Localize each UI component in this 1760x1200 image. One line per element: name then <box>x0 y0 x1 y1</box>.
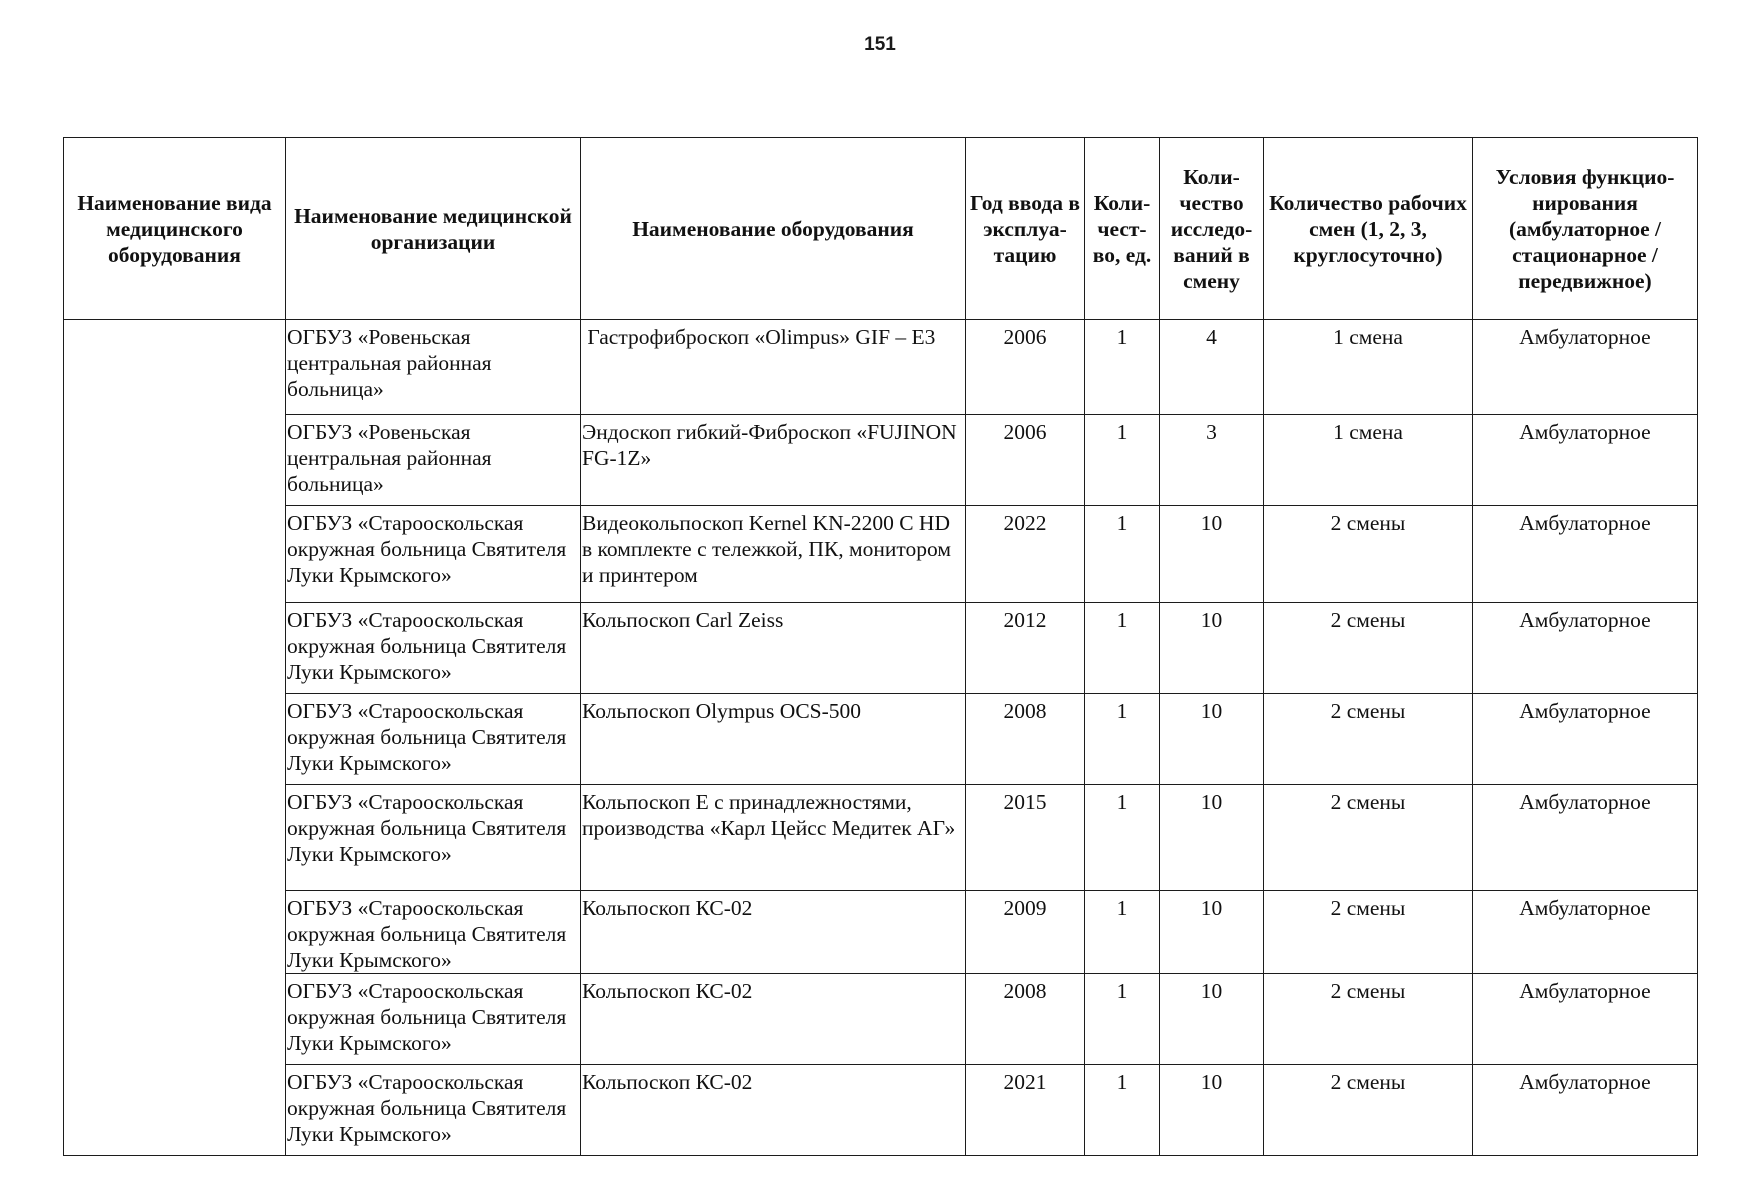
organization-cell: ОГБУЗ «Старооскольская окружная больница Святителя Луки Крымского» <box>286 1065 581 1156</box>
header-studies-per-shift: Коли-чество исследо-ваний в смену <box>1160 138 1264 320</box>
equipment-name-cell: Кольпоскоп Е с принадлежностями, производства «Карл Цейсс Медитек АГ» <box>581 785 966 891</box>
shifts-cell: 2 смены <box>1264 694 1473 785</box>
equipment-name-cell: Видеокольпоскоп Kernel KN-2200 C HD в комплекте с тележкой, ПК, монитором и принтером <box>581 506 966 603</box>
conditions-cell: Амбулаторное <box>1473 1065 1698 1156</box>
studies-cell: 10 <box>1160 891 1264 974</box>
studies-cell: 3 <box>1160 415 1264 506</box>
year-cell: 2009 <box>966 891 1085 974</box>
shifts-cell: 2 смены <box>1264 506 1473 603</box>
organization-cell: ОГБУЗ «Ровеньская центральная районная больница» <box>286 415 581 506</box>
studies-cell: 10 <box>1160 506 1264 603</box>
conditions-cell: Амбулаторное <box>1473 974 1698 1065</box>
conditions-cell: Амбулаторное <box>1473 891 1698 974</box>
studies-cell: 10 <box>1160 785 1264 891</box>
year-cell: 2015 <box>966 785 1085 891</box>
quantity-cell: 1 <box>1085 506 1160 603</box>
equipment-name-cell: Кольпоскоп КС-02 <box>581 974 966 1065</box>
equipment-name-cell: Кольпоскоп КС-02 <box>581 891 966 974</box>
organization-cell: ОГБУЗ «Ровеньская центральная районная больница» <box>286 320 581 415</box>
studies-cell: 10 <box>1160 694 1264 785</box>
table-header-row <box>64 138 1698 320</box>
conditions-cell: Амбулаторное <box>1473 506 1698 603</box>
quantity-cell: 1 <box>1085 320 1160 415</box>
equipment-name-cell: Гастрофиброскоп «Olimpus» GIF – E3 <box>581 320 966 415</box>
equipment-table <box>63 137 1698 1156</box>
organization-cell: ОГБУЗ «Старооскольская окружная больница Святителя Луки Крымского» <box>286 785 581 891</box>
table-row <box>64 320 1698 415</box>
year-cell: 2006 <box>966 320 1085 415</box>
shifts-cell: 2 смены <box>1264 603 1473 694</box>
year-cell: 2021 <box>966 1065 1085 1156</box>
shifts-cell: 2 смены <box>1264 974 1473 1065</box>
equipment-type-cell <box>64 320 286 1156</box>
quantity-cell: 1 <box>1085 785 1160 891</box>
page-number: 151 <box>864 34 896 55</box>
conditions-cell: Амбулаторное <box>1473 415 1698 506</box>
shifts-cell: 2 смены <box>1264 891 1473 974</box>
studies-cell: 10 <box>1160 974 1264 1065</box>
organization-cell: ОГБУЗ «Старооскольская окружная больница Святителя Луки Крымского» <box>286 694 581 785</box>
quantity-cell: 1 <box>1085 603 1160 694</box>
year-cell: 2012 <box>966 603 1085 694</box>
header-equipment-type: Наименование вида медицинского оборудования <box>64 138 286 320</box>
quantity-cell: 1 <box>1085 415 1160 506</box>
quantity-cell: 1 <box>1085 694 1160 785</box>
conditions-cell: Амбулаторное <box>1473 320 1698 415</box>
header-operating-conditions: Условия функцио-нирования (амбулаторное / стационарное / передвижное) <box>1473 138 1698 320</box>
header-commission-year: Год ввода в эксплуа-тацию <box>966 138 1085 320</box>
table-row <box>64 603 1698 694</box>
table-body <box>64 320 1698 1156</box>
table-row <box>64 891 1698 974</box>
year-cell: 2006 <box>966 415 1085 506</box>
header-quantity: Коли-чест-во, ед. <box>1085 138 1160 320</box>
quantity-cell: 1 <box>1085 974 1160 1065</box>
organization-cell: ОГБУЗ «Старооскольская окружная больница Святителя Луки Крымского» <box>286 506 581 603</box>
header-organization: Наименование медицинской организации <box>286 138 581 320</box>
table-row <box>64 974 1698 1065</box>
header-equipment-name: Наименование оборудования <box>581 138 966 320</box>
studies-cell: 10 <box>1160 1065 1264 1156</box>
table-row <box>64 785 1698 891</box>
quantity-cell: 1 <box>1085 1065 1160 1156</box>
year-cell: 2008 <box>966 694 1085 785</box>
table-row <box>64 506 1698 603</box>
organization-cell: ОГБУЗ «Старооскольская окружная больница Святителя Луки Крымского» <box>286 891 581 974</box>
conditions-cell: Амбулаторное <box>1473 603 1698 694</box>
equipment-name-cell: Кольпоскоп Olympus OCS-500 <box>581 694 966 785</box>
equipment-name-cell: Кольпоскоп Carl Zeiss <box>581 603 966 694</box>
table-row <box>64 415 1698 506</box>
studies-cell: 10 <box>1160 603 1264 694</box>
organization-cell: ОГБУЗ «Старооскольская окружная больница Святителя Луки Крымского» <box>286 974 581 1065</box>
year-cell: 2008 <box>966 974 1085 1065</box>
studies-cell: 4 <box>1160 320 1264 415</box>
shifts-cell: 2 смены <box>1264 1065 1473 1156</box>
conditions-cell: Амбулаторное <box>1473 785 1698 891</box>
year-cell: 2022 <box>966 506 1085 603</box>
table-row <box>64 694 1698 785</box>
shifts-cell: 2 смены <box>1264 785 1473 891</box>
header-shift-count: Количество рабочих смен (1, 2, 3, круглосуточно) <box>1264 138 1473 320</box>
equipment-name-cell: Кольпоскоп КС-02 <box>581 1065 966 1156</box>
shifts-cell: 1 смена <box>1264 320 1473 415</box>
shifts-cell: 1 смена <box>1264 415 1473 506</box>
organization-cell: ОГБУЗ «Старооскольская окружная больница Святителя Луки Крымского» <box>286 603 581 694</box>
conditions-cell: Амбулаторное <box>1473 694 1698 785</box>
table-row <box>64 1065 1698 1156</box>
equipment-name-cell: Эндоскоп гибкий-Фиброскоп «FUJINON FG-1Z» <box>581 415 966 506</box>
quantity-cell: 1 <box>1085 891 1160 974</box>
